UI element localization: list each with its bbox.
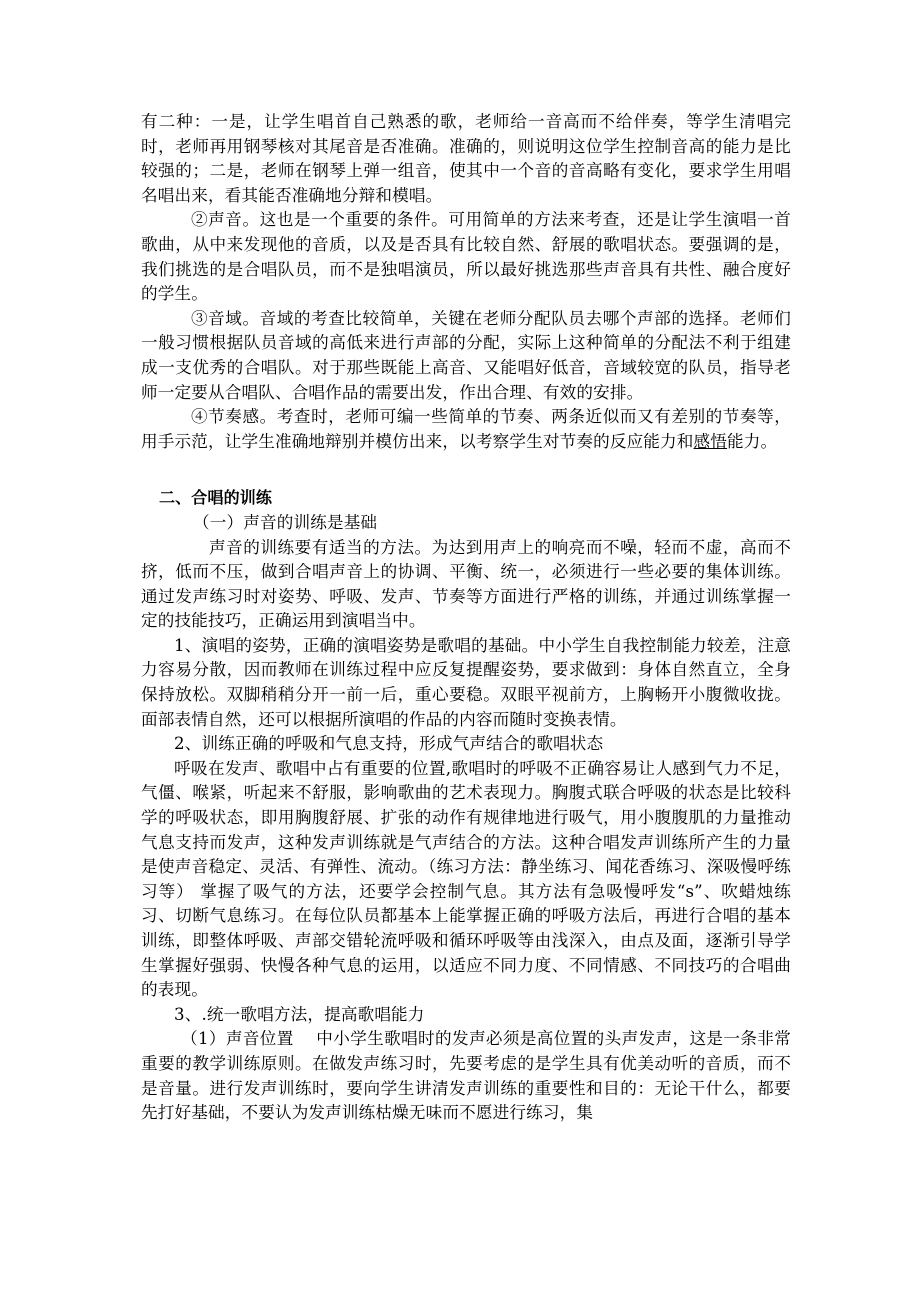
paragraph-voice-position: （1）声音位置 中小学生歌唱时的发声必须是高位置的头声发声，这是一条非常重要的教学训练原则。在做发声练习时，先要考虑的是学生具有优美动听的音质，而不是音量。进行发声训练时，要向学生讲清发声训练的重要性和目的：无论干什么，都要先打好基础，不要认为发声训练枯燥无味而不愿进行练习，集 <box>141 1029 791 1123</box>
item-heading-breathing: 2、训练正确的呼吸和气息支持，形成气声结合的歌唱状态 <box>174 734 604 754</box>
rhythm-text-end: 能力。 <box>727 431 778 451</box>
paragraph-voice: ②声音。这也是一个重要的条件。可用简单的方法来考查，还是让学生演唱一首歌曲，从中来发现他的音质，以及是否具有比较自然、舒展的歌唱状态。要强调的是，我们挑选的是合唱队员，而不是独唱演员，所以最好挑选那些声音具有共性、融合度好的学生。 <box>141 210 791 304</box>
subsection-heading: （一）声音的训练是基础 <box>193 512 378 532</box>
underlined-word: 感悟 <box>693 431 728 451</box>
rhythm-text-start: ④节奏感。考查时，老师可编一些简单的节奏、两条近似而又有差别的节奏等，用手示范，让学生准确地辩别并模仿出来，以考察学生对节奏的反应能力和 <box>141 407 791 451</box>
paragraph-range: ③音域。音域的考查比较简单，关键在老师分配队员去哪个声部的选择。老师们一般习惯根据队员音域的高低来进行声部的分配，实际上这种简单的分配法不利于组建成一支优秀的合唱队。对于那些既能上高音、又能唱好低音，音域较宽的队员，指导老师一定要从合唱队、合唱作品的需要出发，作出合理、有效的安排。 <box>141 308 791 402</box>
item-heading-method: 3、.统一歌唱方法，提高歌唱能力 <box>174 1004 425 1024</box>
paragraph-breathing: 呼吸在发声、歌唱中占有重要的位置,歌唱时的呼吸不正确容易让人感到气力不足，气僵、喉紧，听起来不舒服，影响歌曲的艺术表现力。胸腹式联合呼吸的状态是比较科学的呼吸状态，即用胸腹舒展、扩张的动作有规律地进行吸气，用小腹腹肌的力量推动气息支持而发声，这种发声训练就是气声结合的方法。这种合唱发声训练所产生的力量是使声音稳定、灵活、有弹性、流动。（练习方法：静坐练习、闻花香练习、深吸慢呼练习等） 掌握了吸气的方法，还要学会控制气息。其方法有急吸慢呼发“s”、吹蜡烛练习、切断气息练习。在每位队员都基本上能掌握正确的呼吸方法后，再进行合唱的基本训练，即整体呼吸、声部交错轮流呼吸和循环呼吸等由浅深入，由点及面，逐渐引导学生掌握好强弱、快慢各种气息的运用，以适应不同力度、不同情感、不同技巧的合唱曲的表现。 <box>141 758 791 1000</box>
paragraph-pitch-test: 有二种：一是，让学生唱首自己熟悉的歌，老师给一音高而不给伴奏，等学生清唱完时，老师再用钢琴核对其尾音是否准确。准确的，则说明这位学生控制音高的能力是比较强的；二是，老师在钢琴上弹一组音，使其中一个音的音高略有变化，要求学生用唱名唱出来，看其能否准确地分辩和模唱。 <box>141 112 791 205</box>
paragraph-rhythm <box>141 405 791 454</box>
paragraph-voice-training: 声音的训练要有适当的方法。为达到用声上的响亮而不噪，轻而不虚，高而不挤，低而不压，做到合唱声音上的协调、平衡、统一，必须进行一些必要的集体训练。通过发声练习时对姿势、呼吸、发声、节奏等方面进行严格的训练，并通过训练掌握一定的技能技巧，正确运用到演唱当中。 <box>141 537 791 631</box>
document-page <box>141 110 791 1126</box>
paragraph-posture: 1、演唱的姿势，正确的演唱姿势是歌唱的基础。中小学生自我控制能力较差，注意力容易分散，因而教师在训练过程中应反复提醒姿势，要求做到：身体自然直立，全身保持放松。双脚稍稍分开一前一后，重心要稳。双眼平视前方，上胸畅开小腹微收拢。面部表情自然，还可以根据所演唱的作品的内容而随时变换表情。 <box>141 635 791 729</box>
section-heading: 二、合唱的训练 <box>159 488 273 508</box>
